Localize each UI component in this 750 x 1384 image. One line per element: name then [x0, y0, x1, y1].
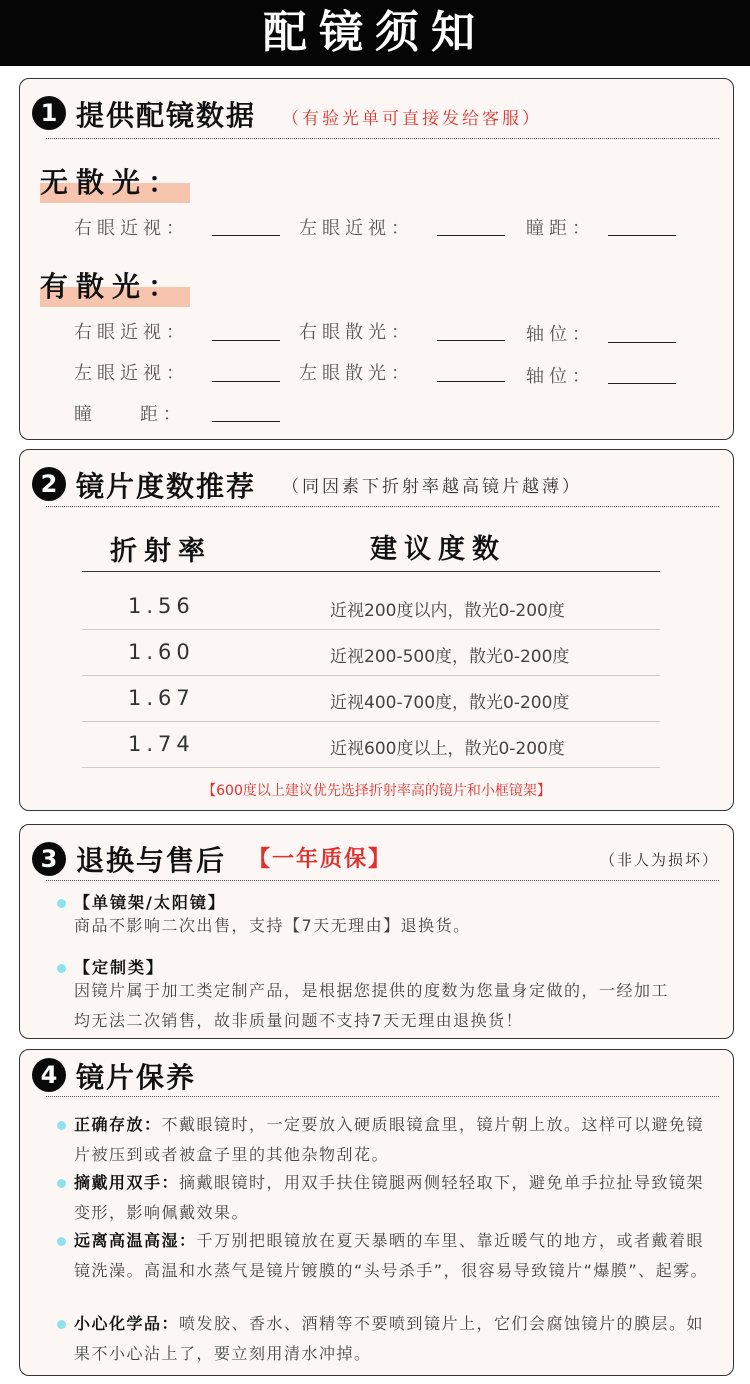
section-subtitle: （有验光单可直接发给客服） — [282, 109, 542, 129]
care-item — [74, 1309, 710, 1369]
astig-left-myopia-field[interactable] — [212, 381, 280, 382]
label-left-astigmatism: 左眼散光： — [299, 363, 414, 384]
page-title: 配镜须知 — [263, 7, 487, 58]
label-right-myopia: 右眼近视： — [74, 322, 189, 343]
row-index: 1.60 — [128, 640, 195, 664]
bullet-dot — [57, 1237, 66, 1246]
divider — [46, 138, 719, 139]
row-index: 1.67 — [128, 686, 195, 710]
section-title: 镜片保养 — [76, 1061, 197, 1094]
section-number: 1 — [32, 96, 66, 130]
item-text: 千万别把眼镜放在夏天暴晒的车里、靠近暖气的地方，或者戴着眼镜洗澡。高温和水蒸气是镜片镀膜的“头号杀手”，很容易导致镜片“爆膜”、起雾。 — [74, 1231, 709, 1280]
bullet-dot — [57, 1121, 66, 1130]
right-myopia-field[interactable] — [212, 235, 280, 236]
care-item — [74, 1110, 710, 1170]
item-heading: 【单镜架/太阳镜】 — [74, 893, 226, 912]
recommendation-note: 【600度以上建议优先选择折射率高的镜片和小框镜架】 — [202, 783, 551, 799]
row-index: 1.74 — [128, 732, 195, 756]
item-text: 因镜片属于加工类定制产品，是根据您提供的度数为您量身定做的，一经加工均无法二次销售，故非质量问题不支持7天无理由退换货！ — [74, 981, 670, 1030]
row-recommendation: 近视400-700度，散光0-200度 — [330, 693, 570, 713]
tag-no-astigmatism: 无散光： — [20, 161, 184, 201]
tag-astigmatism: 有散光： — [20, 265, 184, 305]
label-left-myopia: 左眼近视： — [299, 218, 414, 239]
right-astigmatism-field[interactable] — [437, 340, 505, 341]
table-row — [82, 630, 660, 676]
astig-pd-field[interactable] — [212, 421, 280, 422]
bullet-dot — [57, 1320, 66, 1329]
label-left-axis: 轴位： — [526, 366, 595, 387]
section-returns — [19, 824, 734, 1039]
section-lens-recommendation — [19, 449, 734, 811]
section-number: 2 — [32, 467, 66, 501]
label-pd: 瞳距： — [526, 218, 595, 239]
left-axis-field[interactable] — [608, 383, 676, 384]
col-header-recommendation: 建议度数 — [370, 534, 506, 565]
bullet-dot — [57, 964, 66, 973]
section-number: 4 — [32, 1058, 66, 1092]
left-myopia-field[interactable] — [437, 235, 505, 236]
left-astigmatism-field[interactable] — [437, 381, 505, 382]
divider — [46, 506, 719, 507]
right-axis-field[interactable] — [608, 342, 676, 343]
col-header-index: 折射率 — [110, 536, 212, 567]
item-heading: 【定制类】 — [74, 958, 165, 977]
divider — [46, 880, 719, 881]
section-lens-care — [19, 1049, 734, 1376]
care-item — [74, 1226, 710, 1286]
item-heading: 正确存放： — [74, 1115, 162, 1134]
table-row — [82, 722, 660, 768]
label-right-astigmatism: 右眼散光： — [299, 322, 414, 343]
item-heading: 远离高温高湿： — [74, 1231, 197, 1250]
table-header-rule — [82, 571, 660, 572]
row-recommendation: 近视200-500度，散光0-200度 — [330, 647, 570, 667]
astig-right-myopia-field[interactable] — [212, 340, 280, 341]
row-recommendation: 近视200度以内，散光0-200度 — [330, 601, 565, 621]
label-right-myopia: 右眼近视： — [74, 218, 189, 239]
divider — [46, 1096, 719, 1097]
section-title: 退换与售后 — [76, 844, 227, 877]
bullet-dot — [57, 1179, 66, 1188]
item-text: 摘戴眼镜时，用双手扶住镜腿两侧轻轻取下，避免单手拉扯导致镜架变形，影响佩戴效果。 — [74, 1173, 705, 1222]
section-title: 镜片度数推荐 — [76, 470, 257, 503]
section-title: 提供配镜数据 — [76, 99, 257, 132]
item-text: 商品不影响二次出售，支持【7天无理由】退换货。 — [74, 916, 471, 935]
section-provide-data — [19, 78, 734, 440]
label-left-myopia: 左眼近视： — [74, 363, 189, 384]
section-subtitle: （同因素下折射率越高镜片越薄） — [282, 477, 582, 497]
warranty-condition: （非人为损坏） — [599, 851, 719, 869]
label-right-axis: 轴位： — [526, 324, 595, 345]
bullet-dot — [57, 899, 66, 908]
item-text: 喷发胶、香水、酒精等不要喷到镜片上，它们会腐蚀镜片的膜层。如果不小心沾上了，要立刻用清水冲掉。 — [74, 1314, 705, 1363]
care-item — [74, 1168, 710, 1228]
item-text: 不戴眼镜时，一定要放入硬质眼镜盒里，镜片朝上放。这样可以避免镜片被压到或者被盒子里的其他杂物刮花。 — [74, 1115, 705, 1164]
section-number: 3 — [32, 842, 66, 876]
table-row — [82, 584, 660, 630]
page-header — [0, 0, 750, 66]
warranty-badge: 【一年质保】 — [248, 847, 393, 872]
pd-field[interactable] — [608, 235, 676, 236]
item-heading: 摘戴用双手： — [74, 1173, 180, 1192]
row-recommendation: 近视600度以上，散光0-200度 — [330, 739, 565, 759]
table-row — [82, 676, 660, 722]
item-heading: 小心化学品： — [74, 1314, 180, 1333]
row-index: 1.56 — [128, 594, 195, 618]
label-pd: 瞳 距： — [74, 404, 186, 425]
